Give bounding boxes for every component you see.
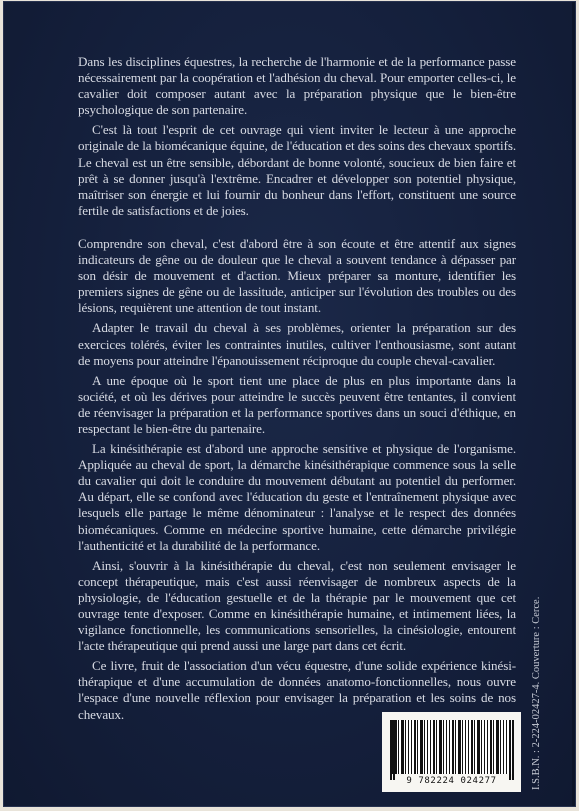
back-cover [4, 2, 575, 806]
paragraph-2: C'est là tout l'esprit de cet ouvrage qui vient inviter le lecteur à une approche originale de la biomécanique équine, de l'éducation et des soins des chevaux sportifs. Le cheval est un être sensible, débordant de bonne volonté, soucieux de bien faire et prêt à se donner jusqu'à l'extrême. Encadrer et développer son potentiel physique, maîtriser son énergie et lui fournir du bonheur dans l'effort, constituent une source fertile de satisfactions et de joies. [78, 122, 516, 218]
isbn-credit: I.S.B.N. : 2-224-02427-4. Couverture : Cerce. [531, 596, 542, 790]
barcode-bars [392, 720, 512, 774]
blurb-text [78, 54, 516, 723]
paragraph-6: La kinésithérapie est d'abord une approche sensitive et physique de l'organisme. Appliquée au cheval de sport, la démarche kinésithérapique commence sous la selle du cavalier qui doit le conduire du mouvement débutant au potentiel du performer. Au départ, elle se confond avec l'éducation du geste et l'entraînement physique avec lesquels elle partage le même dénominateur : l'analyse et le respect des données biomécaniques. Comme en médecine sportive humaine, cette démarche privilégie l'authenticité et la durabilité de la performance. [78, 441, 516, 553]
paragraph-8: Ce livre, fruit de l'association d'un vécu équestre, d'une solide expérience kinési-thérapique et d'une accumulation de données anatomo-fonctionnelles, nous ouvre l'espace d'une nouvelle réflexion pour envisager la préparation et les soins de nos chevaux. [78, 658, 516, 722]
barcode [382, 712, 521, 792]
paragraph-4: Adapter le travail du cheval à ses problèmes, orienter la préparation sur des exercices tolérés, éviter les contraintes inutiles, cultiver l'enthousiasme, sont autant de moyens pour atteindre l'épanouissement réciproque du couple cheval-cavalier. [78, 320, 516, 368]
paragraph-7: Ainsi, s'ouvrir à la kinésithérapie du cheval, c'est non seulement envisager le concept thérapeutique, mais c'est aussi réenvisager de nombreux aspects de la physiologie, de l'éducation gestuelle et de la thérapie par le mouvement que cet ouvrage tente d'exposer. Comme en kinésithérapie humaine, et intimement liées, la vigilance fonctionnelle, les communications sensorielles, la cinésiologie, entourent l'acte thérapeutique qui prend aussi une large part dans cet écrit. [78, 557, 516, 654]
barcode-number: 9 782224 024277 [406, 776, 497, 786]
paragraph-3: Comprendre son cheval, c'est d'abord être à son écoute et être attentif aux signes indicateurs de gêne ou de douleur que le cheval a souvent tendance à dépasser par son désir de mouvement et d'action. Mieux préparer sa monture, identifier les premiers signes de gêne ou de lassitude, anticiper sur l'évolution des troubles ou des lésions, requièrent une attention de tout instant. [78, 235, 516, 316]
paragraph-1: Dans les disciplines équestres, la recherche de l'harmonie et de la performance passe nécessairement par la coopération et l'adhésion du cheval. Pour emporter celles-ci, le cavalier doit composer autant avec la préparation physique que le bien-être psychologique de son partenaire. [78, 54, 516, 118]
paragraph-5: A une époque où le sport tient une place de plus en plus importante dans la société, et où les dérives pour atteindre le succès peuvent être tentantes, il convient de réenvisager la préparation et la performance sportives dans un souci d'éthique, en respectant le bien-être du partenaire. [78, 372, 516, 436]
